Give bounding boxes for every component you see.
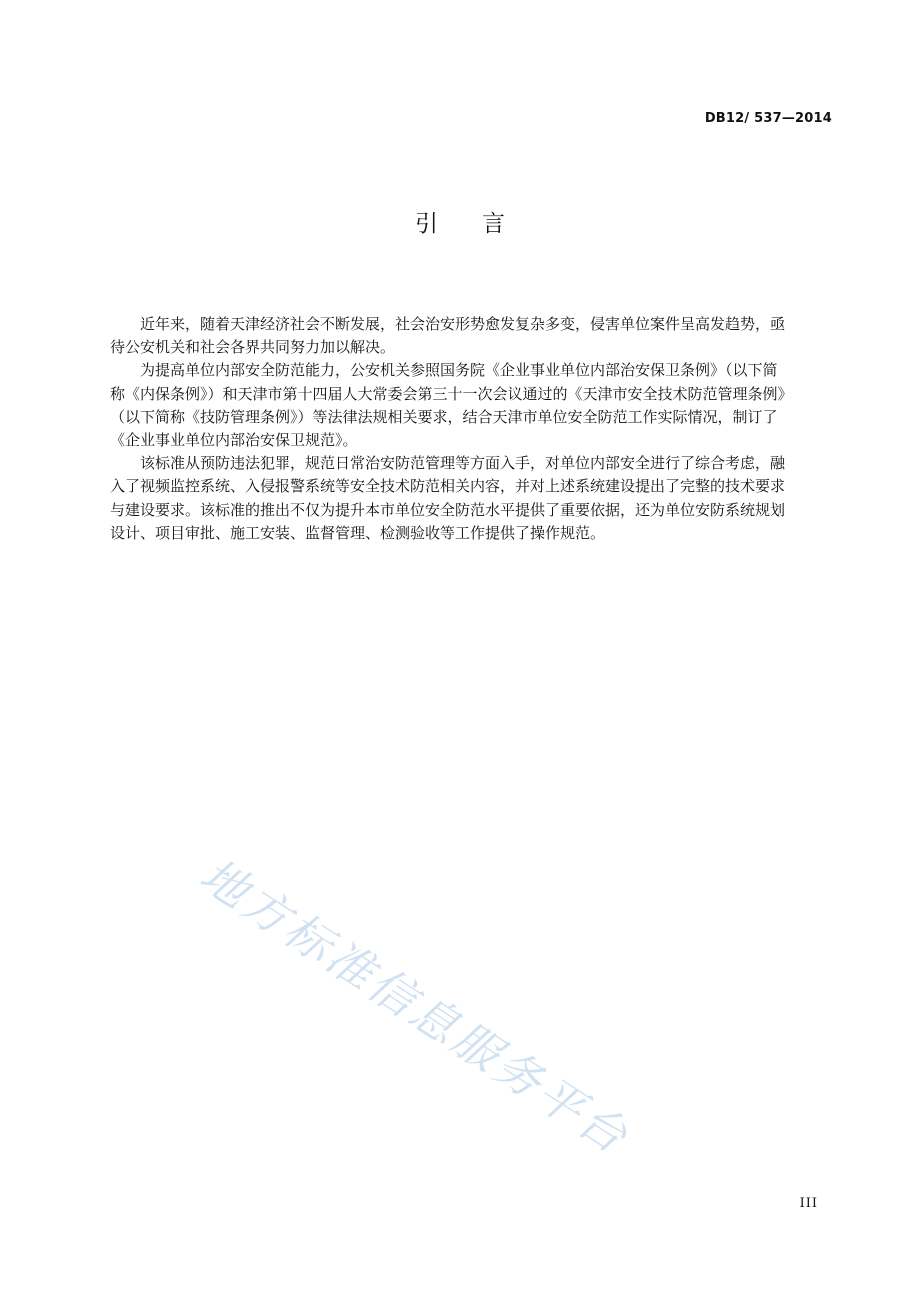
paragraph-2 [110, 359, 832, 452]
paragraph-line: 入了视频监控系统、入侵报警系统等安全技术防范相关内容，并对上述系统建设提出了完整的技术要求 [110, 477, 786, 496]
document-code: DB12/ 537—2014 [704, 111, 832, 126]
paragraph-line: 为提高单位内部安全防范能力，公安机关参照国务院《企业事业单位内部治安保卫条例》（以下简 [140, 361, 778, 380]
paragraph-line: 待公安机关和社会各界共同努力加以解决。 [110, 338, 396, 357]
body-text [110, 313, 832, 545]
paragraph-line: 近年来，随着天津经济社会不断发展，社会治安形势愈发复杂多变，侵害单位案件呈高发趋势，亟 [140, 315, 786, 333]
paragraph-line: 《企业事业单位内部治安保卫规范》。 [110, 431, 358, 450]
page-number: III [799, 1196, 818, 1211]
watermark: 地方标准信息服务平台 [190, 847, 640, 1166]
paragraph-3 [110, 452, 832, 545]
paragraph-line: 该标准从预防违法犯罪，规范日常治安防范管理等方面入手，对单位内部安全进行了综合考虑，融 [140, 454, 786, 473]
paragraph-1 [110, 313, 832, 359]
paragraph-line: 称《内保条例》）和天津市第十四届人大常委会第三十一次会议通过的《天津市安全技术防范管理条例》 [110, 384, 793, 403]
paragraph-line: （以下简称《技防管理条例》）等法律法规相关要求，结合天津市单位安全防范工作实际情况，制订了 [110, 407, 778, 426]
paragraph-line: 设计、项目审批、施工安装、监督管理、检测验收等工作提供了操作规范。 [110, 523, 606, 542]
paragraph-line: 与建设要求。该标准的推出不仅为提升本市单位安全防范水平提供了重要依据，还为单位安防系统规划 [110, 500, 786, 519]
page-title: 引言 [415, 211, 549, 237]
